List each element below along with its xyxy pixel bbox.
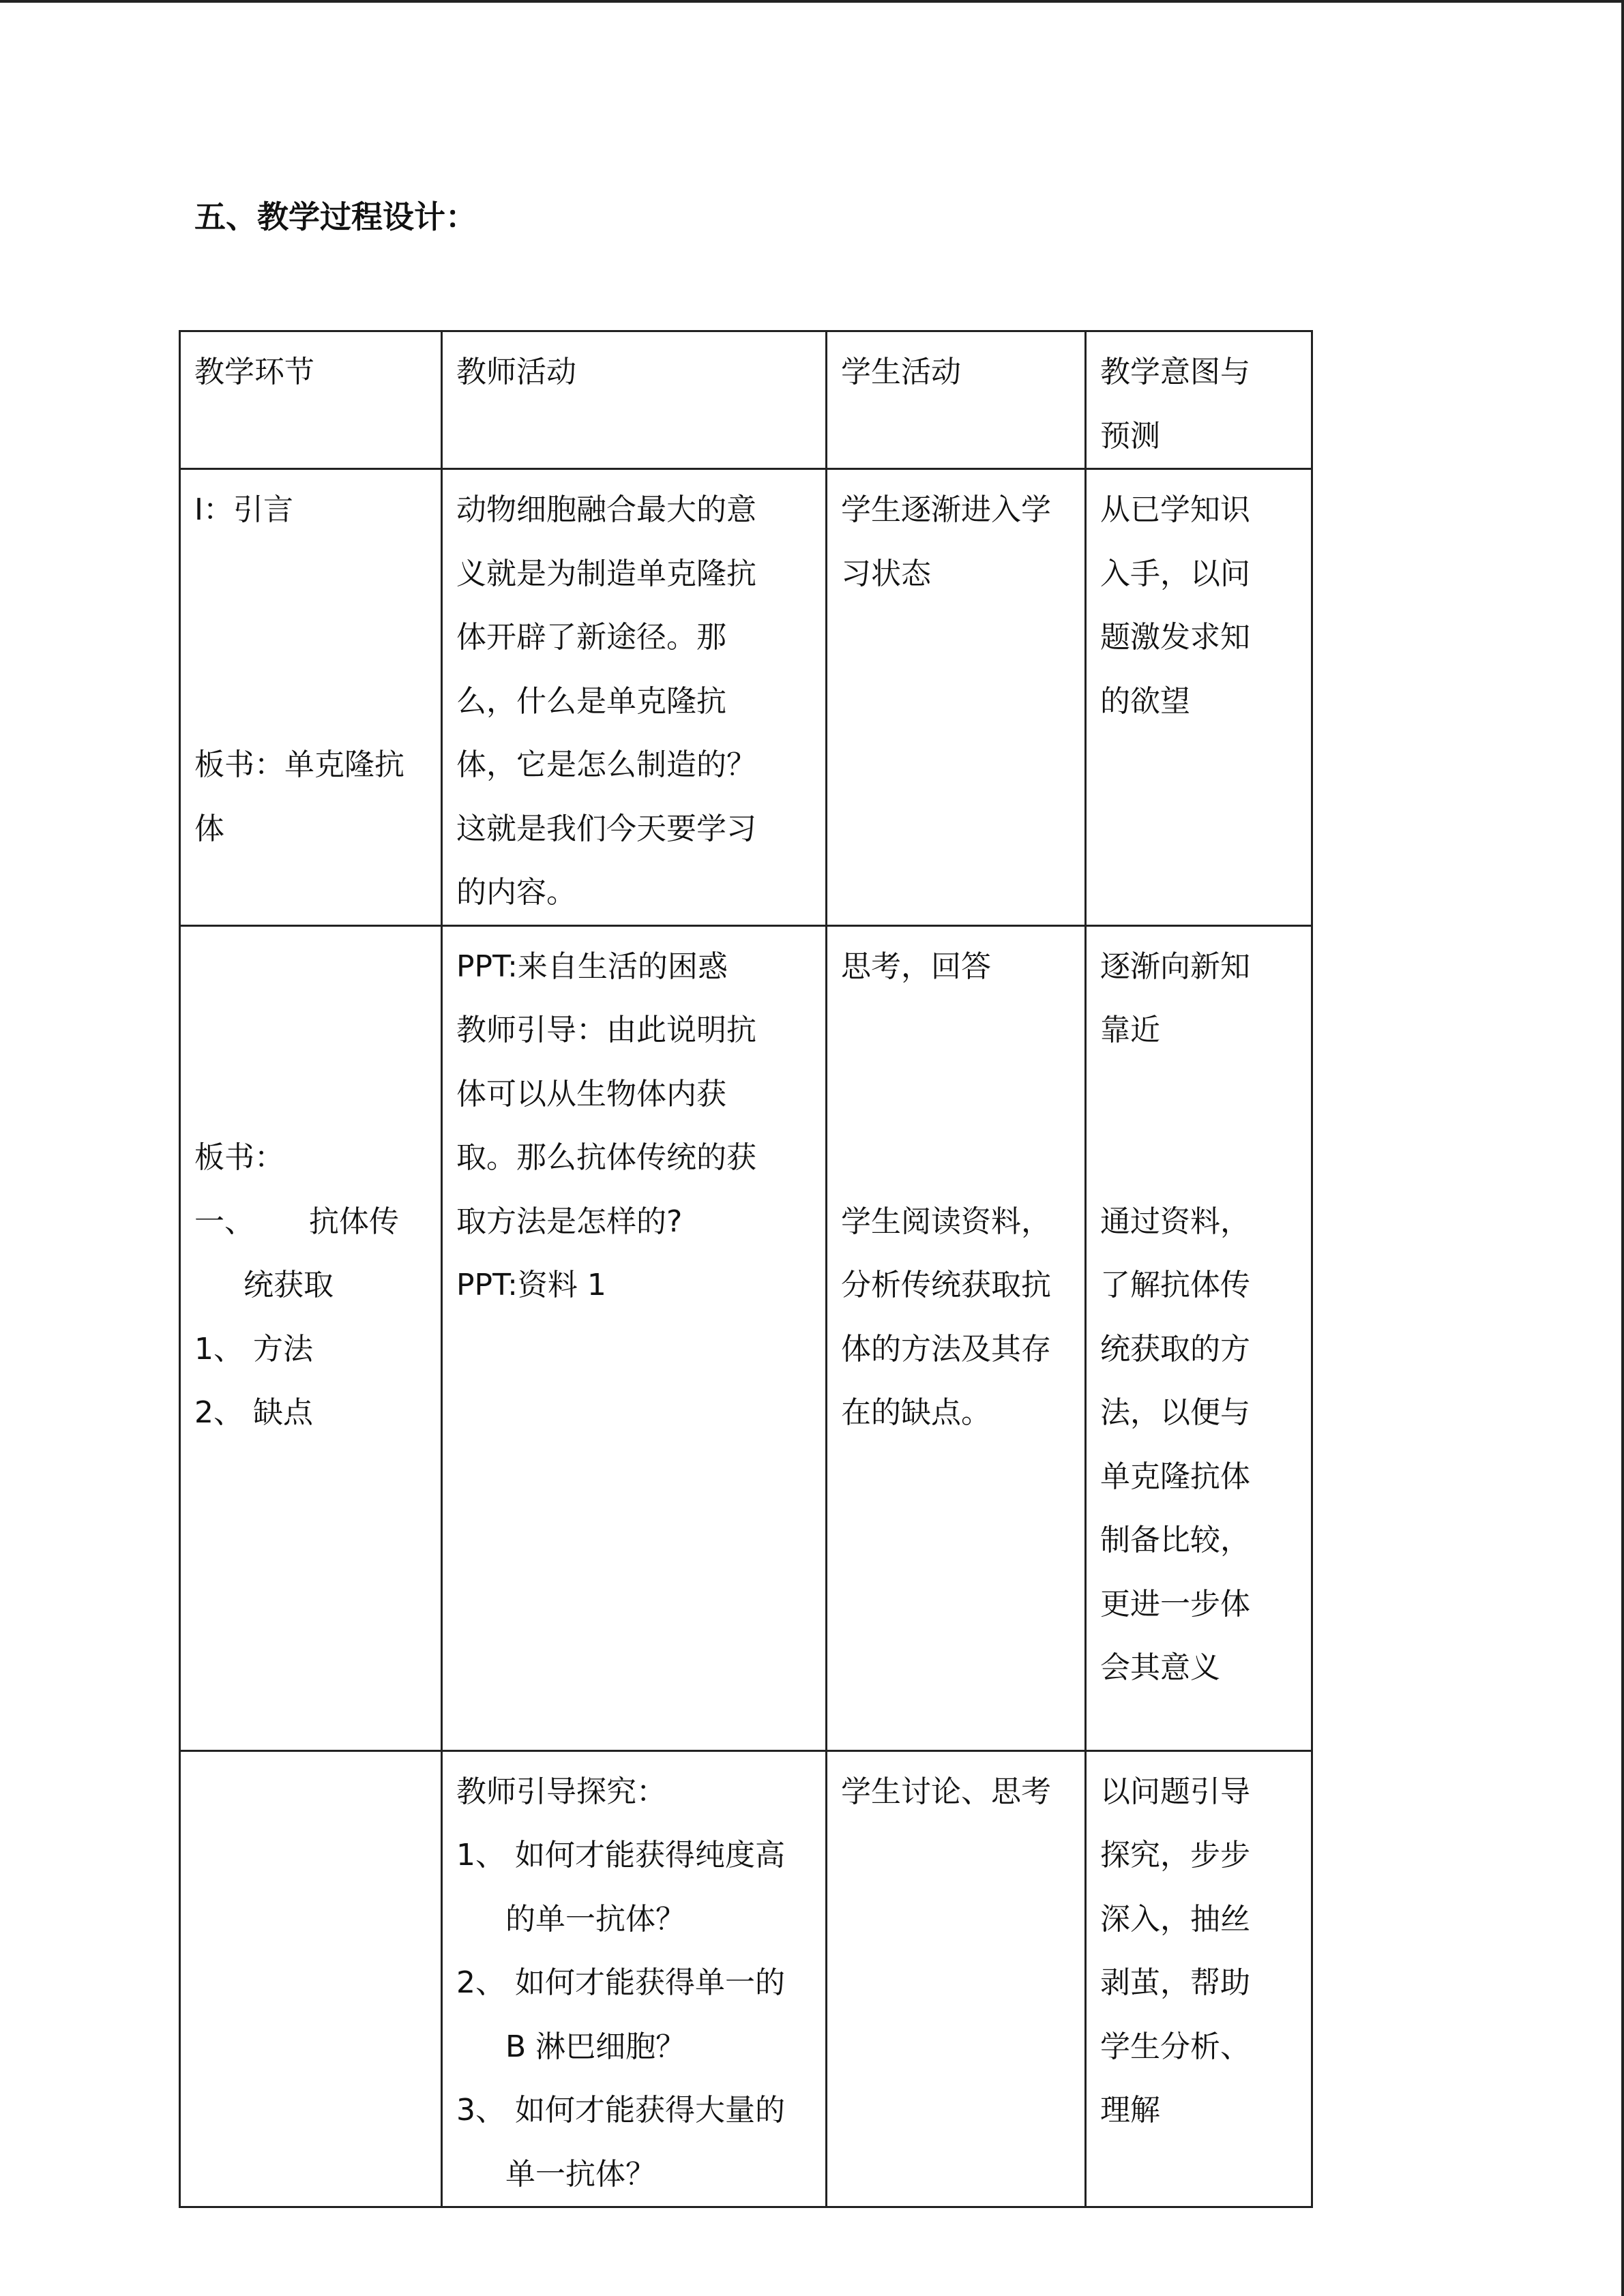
header-cell-student: 学生活动 xyxy=(827,331,1086,469)
stage-outline-item: 一、 抗体传 xyxy=(194,1204,399,1239)
teacher-cell: 动物细胞融合最大的意 义就是为制造单克隆抗 体开辟了新途径。那 么，什么是单克隆抗 体，它是怎么制造的？ 这就是我们今天要学习 的内容。 xyxy=(442,469,827,926)
header-cell-stage: 教学环节 xyxy=(180,331,442,469)
student-cell: 学生讨论、思考 xyxy=(827,1750,1086,2207)
header-intent-text: 教学意图与预测 xyxy=(1100,355,1250,453)
header-cell-intent xyxy=(1086,331,1312,469)
table-row xyxy=(180,469,1312,926)
stage-line: 板书：单克隆抗 xyxy=(194,747,404,782)
section-heading: 五、教学过程设计： xyxy=(194,198,477,235)
question-item: 1、 如何才能获得纯度高 xyxy=(456,1838,785,1873)
stage-line: 体 xyxy=(194,811,224,846)
table-row xyxy=(180,925,1312,1750)
stage-cell xyxy=(180,1750,442,2207)
question-item: 2、 如何才能获得单一的 xyxy=(456,1965,785,2000)
stage-outline-item: 1、 方法 xyxy=(194,1331,313,1367)
stage-line: I：引言 xyxy=(194,492,293,527)
stage-cell xyxy=(180,469,442,926)
teacher-cell: PPT:来自生活的困惑 教师引导：由此说明抗 体可以从生物体内获 取。那么抗体传统的获 取方法是怎样的? PPT:资料 1 xyxy=(442,925,827,1750)
intent-cell: 以问题引导 探究，步步 深入，抽丝 剥茧，帮助 学生分析、 理解 xyxy=(1086,1750,1312,2207)
table-row xyxy=(180,1750,1312,2207)
intent-cell: 从已学知识 入手，以问 题激发求知 的欲望 xyxy=(1086,469,1312,926)
intent-cell: 逐渐向新知 靠近 通过资料， 了解抗体传 统获取的方 法，以便与 单克隆抗体 制备比较， 更进一步体 会其意义 xyxy=(1086,925,1312,1750)
header-cell-teacher: 教师活动 xyxy=(442,331,827,469)
stage-outline-item: 2、 缺点 xyxy=(194,1395,313,1430)
question-item: 3、 如何才能获得大量的 xyxy=(456,2093,785,2128)
lesson-process-table xyxy=(179,330,1313,2208)
student-cell: 思考，回答 学生阅读资料， 分析传统获取抗 体的方法及其存 在的缺点。 xyxy=(827,925,1086,1750)
stage-cell: 板书： 一、 抗体传 统获取 1、 方法 2、 缺点 xyxy=(180,925,442,1750)
page-border-right xyxy=(1621,0,1624,2296)
student-cell: 学生逐渐进入学 习状态 xyxy=(827,469,1086,926)
teacher-cell: 教师引导探究： 1、 如何才能获得纯度高 的单一抗体？ 2、 如何才能获得单一的 B 淋巴细胞？ 3、 如何才能获得大量的 单一抗体？ xyxy=(442,1750,827,2207)
table-header-row xyxy=(180,331,1312,469)
page-border-top xyxy=(0,0,1624,3)
